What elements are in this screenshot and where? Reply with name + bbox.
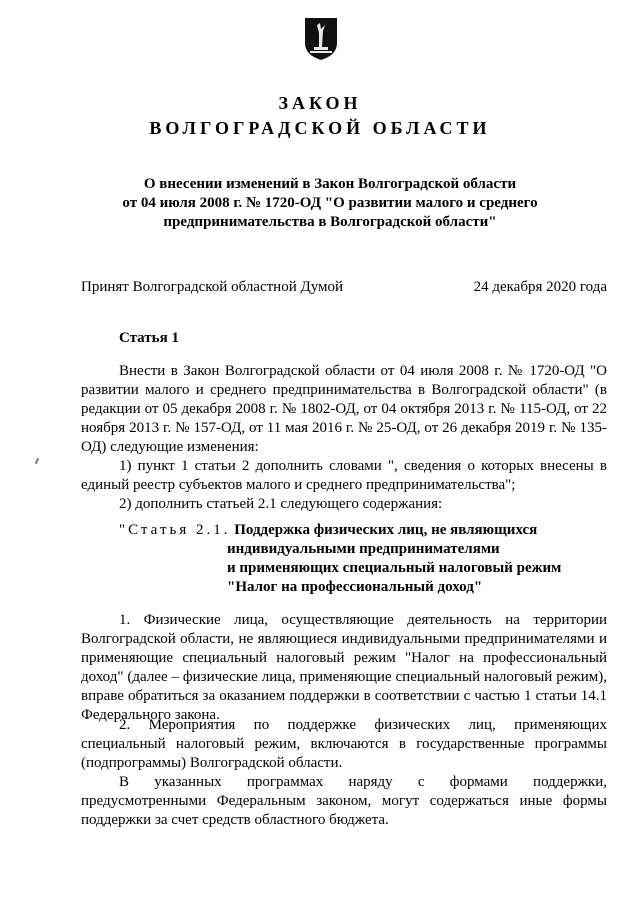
article-21-title-line: и применяющих специальный налоговый режим xyxy=(227,560,562,576)
subject-line: предпринимательства в Волгоградской области" xyxy=(163,214,497,230)
article-21-title-line: Поддержка физических лиц, не являющихся xyxy=(234,522,538,538)
article-paragraph: В указанных программах наряду с формами поддержки, предусмотренными Федеральным законом, могут содержаться иные формы поддержки за счет средств областного бюджета. xyxy=(81,774,607,828)
article-paragraph: Внести в Закон Волгоградской области от 04 июля 2008 г. № 1720-ОД "О развитии малого и среднего предпринимательства в Волгоградской области" (в редакции от 05 декабря 2008 г. № 1802-ОД, от 04 октября 2013 г. № 115-ОД, от 22 ноября 2013 г. № 157-ОД, от 11 мая 2016 г. № 25-ОД, от 26 декабря 2019 г. № 135-ОД) следующие изменения: xyxy=(81,363,607,455)
article-21-heading xyxy=(119,521,561,597)
article-paragraph: 1) пункт 1 статьи 2 дополнить словами ", сведения о которых внесены в единый реестр субъектов малого и среднего предпринимательства"; xyxy=(81,458,607,493)
article-21-lead: "Статья 2.1. xyxy=(119,522,231,538)
law-region-title: ВОЛГОГРАДСКОЙ ОБЛАСТИ xyxy=(149,118,491,138)
law-title: ЗАКОН xyxy=(278,93,362,113)
volgograd-emblem-icon xyxy=(304,17,338,61)
article-paragraph: 1. Физические лица, осуществляющие деятельность на территории Волгоградской области, не являющиеся индивидуальными предпринимателями и применяющие специальный налоговый режим "Налог на профессиональный доход" (далее – физические лица, применяющие специальный налоговый режим), вправе обратиться за оказанием поддержки в соответствии с частью 1 статьи 14.1 Федерального закона. xyxy=(81,612,607,723)
adopted-by: Принят Волгоградской областной Думой xyxy=(81,279,344,295)
subject-line: О внесении изменений в Закон Волгоградской области xyxy=(143,176,517,192)
article-21-title-line: индивидуальными предпринимателями xyxy=(227,541,500,557)
adoption-date: 24 декабря 2020 года xyxy=(473,279,607,295)
subject-line: от 04 июля 2008 г. № 1720-ОД "О развитии малого и среднего xyxy=(122,195,538,211)
article-heading: Статья 1 xyxy=(119,330,179,346)
article-paragraph: 2) дополнить статьей 2.1 следующего содержания: xyxy=(119,496,443,512)
article-21-title-line: "Налог на профессиональный доход" xyxy=(227,579,483,595)
law-subject xyxy=(110,175,550,232)
article-paragraph: 2. Мероприятия по поддержке физических лиц, применяющих специальный налоговый режим, включаются в государственные программы (подпрограммы) Волгоградской области. xyxy=(81,717,607,771)
margin-mark xyxy=(35,458,39,464)
